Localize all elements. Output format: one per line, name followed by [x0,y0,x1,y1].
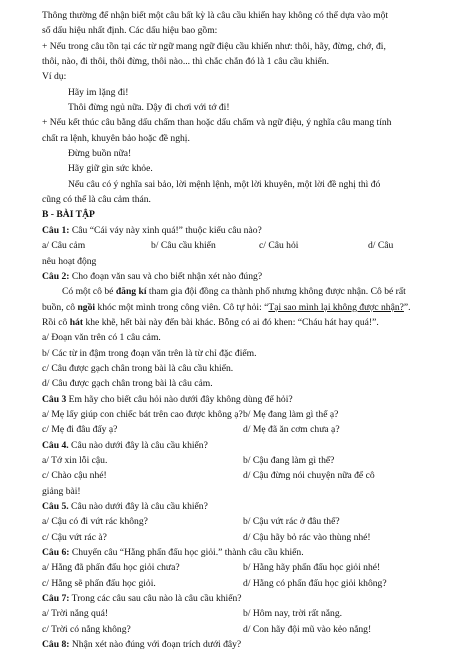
passage-line [42,300,420,315]
question-label: Câu 3 [42,393,67,405]
answer-option: a/ Hằng đã phấn đấu học giỏi chưa? [42,562,180,574]
question-text: Câu nào dưới đây là câu cầu khiến? [68,501,208,512]
answer-option: d/ Cậu hãy bỏ rác vào thùng nhé! [243,531,371,543]
question-text: Nhận xét nào đúng với đoạn trích dưới đây? [69,639,242,651]
theory-paragraph: + Nếu kết thúc câu bằng dấu chấm than hoặc dấu chấm và ngữ điệu, ý nghĩa câu mang tính [42,117,392,129]
answer-option: d/ Mẹ đã ăn cơm chưa ạ? [243,424,340,436]
answer-row [42,514,420,529]
answer-option: c/ Câu được gạch chân trong bài là câu cầu khiến. [42,362,234,374]
question-text: Câu “Cái váy này xinh quá!” thuộc kiểu câu nào? [69,224,262,236]
question-6 [42,545,420,560]
question-7 [42,591,420,606]
answer-row [42,530,420,545]
question-label: Câu 1: [42,224,70,236]
answer-option: c/ Cậu vứt rác à? [42,531,107,543]
answer-option: a/ Câu cảm [42,240,86,252]
passage-text: khe khẽ, hết bài này đến bài khác. Bỗng có ai đó khen: “Cháu hát hay quá!”. [83,316,379,328]
answer-option: b/ Mẹ đang làm gì thế ạ? [243,408,339,420]
question-label: Câu 2: [42,270,70,282]
question-text: Em hãy cho biết câu hỏi nào dưới đây không dùng để hỏi? [66,393,293,405]
passage-line [42,315,420,330]
theory-paragraph: cũng có thể là câu cảm thán. [42,194,151,206]
answer-option: d/ Câu được gạch chân trong bài là câu cảm. [42,378,213,390]
question-label: Câu 6: [42,547,70,559]
answer-row [42,238,420,253]
answer-row [42,576,420,591]
answer-option: a/ Cậu có đi vứt rác không? [42,516,148,528]
question-4 [42,438,420,453]
question-label: Câu 4. [42,439,69,451]
answer-option: b/ Hằng hãy phấn đấu học giỏi nhé! [243,562,381,574]
answer-option: a/ Tớ xin lỗi cậu. [42,454,108,466]
answer-option: b/ Cậu vứt rác ở đâu thế? [243,516,340,528]
theory-paragraph: + Nếu trong câu tồn tại các từ ngữ mang ngữ điệu cầu khiến như: thôi, hãy, đừng, chớ, đi, [42,40,386,52]
theory-paragraph: chất ra lệnh, khuyên bảo hoặc đề nghị. [42,132,190,144]
answer-option: d/ Con hãy đội mũ vào kẻo nắng! [243,623,372,635]
question-text: Câu nào dưới đây là câu cầu khiến? [68,439,208,451]
answer-option: c/ Câu hỏi [259,240,299,252]
answer-option: a/ Trời nắng quá! [42,608,109,620]
theory-paragraph: số dấu hiệu nhất định. Các dấu hiệu bao gồm: [42,25,218,37]
answer-row [42,422,420,437]
answer-option: c/ Chào cậu nhé! [42,470,107,482]
passage-line [42,284,420,299]
question-5 [42,499,420,514]
question-label: Câu 5. [42,501,69,512]
answer-option: c/ Mẹ đi đâu đấy ạ? [42,424,118,436]
answer-option: b/ Các từ in đậm trong đoạn văn trên là từ chỉ đặc điểm. [42,347,257,359]
passage-text: ”. [403,301,411,313]
answer-option: d/ Hằng có phấn đấu học giỏi không? [243,577,387,589]
example-line: Hãy giữ gìn sức khỏe. [68,163,153,175]
answer-option: d/ Cậu đừng nói chuyện nữa để cô [243,470,375,482]
answer-option-continued: giảng bài! [42,485,81,497]
answer-option-continued: nêu hoạt động [42,255,97,267]
answer-row [42,560,420,575]
question-text: Cho đoạn văn sau và cho biết nhận xét nào đúng? [69,270,263,282]
bold-word: đăng kí [115,286,147,298]
question-text: Chuyển câu “Hằng phấn đấu học giỏi.” thành câu cầu khiến. [69,547,304,559]
answer-row [42,468,420,483]
question-label: Câu 7: [42,593,70,605]
bold-word: ngồi [77,301,96,313]
example-line: Hãy im lặng đi! [68,86,129,98]
answer-option: a/ Đoạn văn trên có 1 câu cảm. [42,332,161,344]
question-3 [42,392,420,407]
question-2 [42,269,420,284]
passage-text: buồn, cô [42,301,78,313]
example-label: Ví dụ: [42,71,67,83]
passage-text: khóc một mình trong công viên. Cô tự hỏi: “ [95,301,269,313]
question-8 [42,637,420,652]
example-line: Thôi đừng ngủ nữa. Dậy đi chơi với tớ đi! [68,102,230,114]
answer-option: a/ Mẹ lấy giúp con chiếc bát trên cao được không ạ? [42,408,243,420]
passage-text: tham gia đội đồng ca thành phố nhưng không được nhận. Cô bé rất [146,286,406,298]
theory-paragraph: thôi, nào, đi thôi, thôi đừng, thôi nào... thì chắc chắn đó là 1 câu cầu khiến. [42,56,330,68]
question-1 [42,223,420,238]
question-text: Trong các câu sau câu nào là câu cầu khiến? [69,593,242,605]
answer-option: d/ Câu [368,240,394,252]
theory-paragraph: Thông thường để nhận biết một câu bất kỳ là câu cầu khiến hay không có thể dựa vào một [42,10,389,21]
theory-section [42,8,420,207]
answer-row [42,622,420,637]
example-line: Đừng buồn nữa! [68,148,132,160]
answer-row [42,606,420,621]
theory-paragraph: Nếu câu có ý nghĩa sai bảo, lời mệnh lệnh, một lời khuyên, một lời đề nghị thì đó [68,178,381,190]
answer-option: b/ Hôm nay, trời rất nắng. [243,608,343,620]
passage-text: Rồi cô [42,316,70,328]
answer-row [42,407,420,422]
underlined-sentence: Tại sao mình lại không được nhận? [268,301,404,313]
section-title: B - BÀI TẬP [42,209,95,221]
question-label: Câu 8: [42,639,70,651]
answer-option: b/ Câu cầu khiến [151,240,216,252]
answer-row [42,453,420,468]
bold-word: hát [69,316,84,328]
passage-text: Có một cô bé [62,286,116,298]
answer-option: c/ Hằng sẽ phấn đấu học giỏi. [42,577,156,589]
answer-option: c/ Trời có nắng không? [42,623,131,635]
answer-option: b/ Cậu đang làm gì thế? [243,454,335,466]
